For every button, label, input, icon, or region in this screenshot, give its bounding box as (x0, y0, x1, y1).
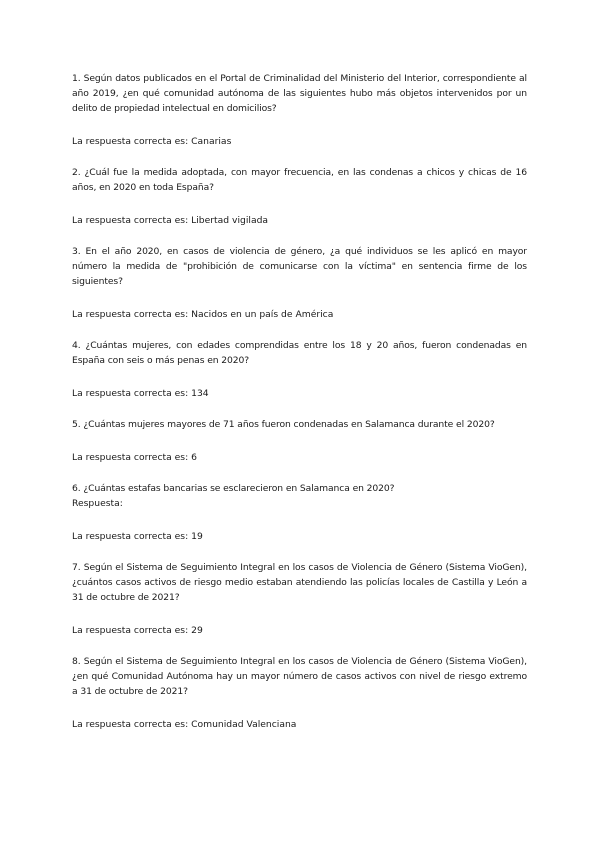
question-text: 5. ¿Cuántas mujeres mayores de 71 años fueron condenadas en Salamanca durante el 2020? (72, 419, 495, 430)
question-block-4 (72, 338, 527, 401)
answer-text: La respuesta correcta es: Libertad vigilada (72, 215, 269, 226)
answer-text: La respuesta correcta es: Nacidos en un país de América (72, 309, 334, 320)
question-text: 3. En el año 2020, en casos de violencia de género, ¿a qué individuos se les aplicó en mayor número la medida de "prohibición de comunicarse con la víctima" en sentencia firme de los siguientes? (72, 246, 527, 287)
question-text: 7. Según el Sistema de Seguimiento Integral en los casos de Violencia de Género (Sistema VioGen), ¿cuántos casos activos de riesgo medio estaban atendiendo las policías locales de Castilla y León a 31 de octubre de 2021? (72, 562, 527, 603)
question-text: 4. ¿Cuántas mujeres, con edades comprendidas entre los 18 y 20 años, fueron condenadas en España con seis o más penas en 2020? (72, 340, 527, 366)
question-block-5 (72, 417, 527, 465)
answer-text: La respuesta correcta es: 6 (72, 452, 197, 463)
question-block-1 (72, 71, 527, 149)
question-text: 1. Según datos publicados en el Portal de Criminalidad del Ministerio del Interior, correspondiente al año 2019, ¿en qué comunidad autónoma de las siguientes hubo más objetos intervenidos por un delito de propiedad intelectual en domicilios? (72, 73, 527, 114)
document-content (72, 71, 527, 748)
answer-text: La respuesta correcta es: 19 (72, 531, 203, 542)
question-block-6 (72, 481, 527, 544)
question-block-2 (72, 165, 527, 228)
question-block-7 (72, 560, 527, 638)
question-text: 6. ¿Cuántas estafas bancarias se esclarecieron en Salamanca en 2020? (72, 483, 395, 494)
question-text: 8. Según el Sistema de Seguimiento Integral en los casos de Violencia de Género (Sistema VioGen), ¿en qué Comunidad Autónoma hay un mayor número de casos activos con nivel de riesgo extremo a 31 de octubre de 2021? (72, 656, 527, 697)
response-label: Respuesta: (72, 498, 123, 509)
answer-text: La respuesta correcta es: 134 (72, 388, 209, 399)
question-block-8 (72, 654, 527, 732)
answer-text: La respuesta correcta es: 29 (72, 625, 203, 636)
question-block-3 (72, 244, 527, 322)
answer-text: La respuesta correcta es: Comunidad Valenciana (72, 719, 297, 730)
answer-text: La respuesta correcta es: Canarias (72, 136, 232, 147)
question-text: 2. ¿Cuál fue la medida adoptada, con mayor frecuencia, en las condenas a chicos y chicas de 16 años, en 2020 en toda España? (72, 167, 527, 193)
